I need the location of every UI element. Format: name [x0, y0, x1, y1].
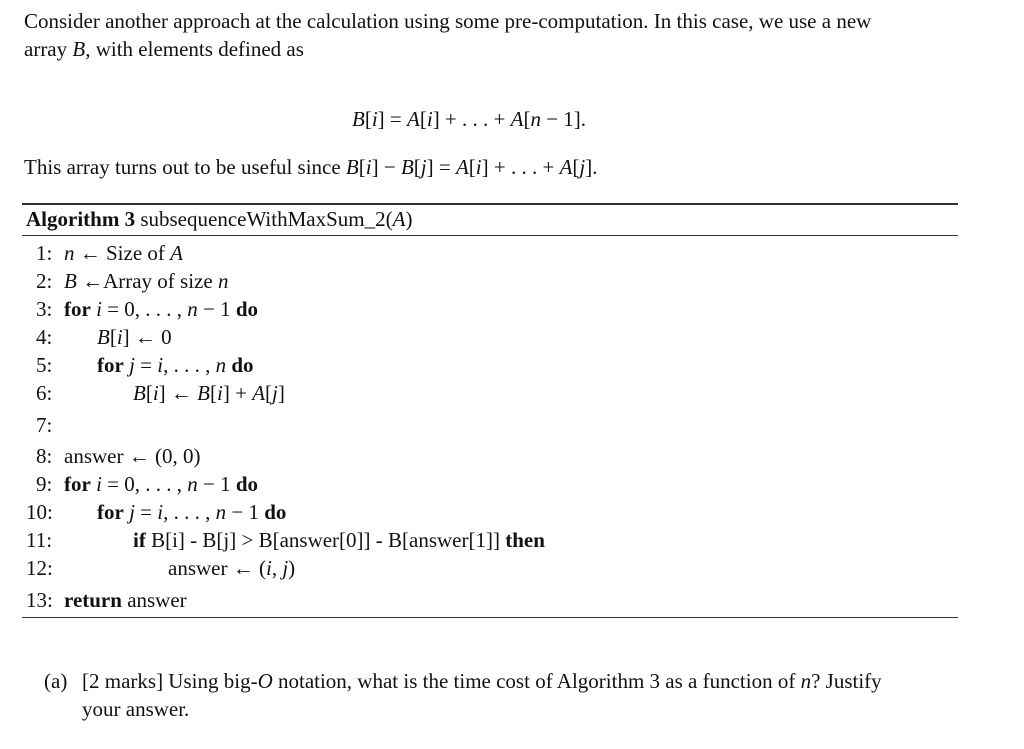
math-variable: A: [252, 381, 266, 405]
line-number: 7:: [36, 413, 53, 437]
math-variable: B: [352, 107, 365, 131]
text-segment: ] +: [222, 381, 253, 405]
text-segment: B[i] - B[j] > B[answer[0]] - B[answer[1]]: [145, 528, 506, 552]
text-segment: =: [134, 500, 158, 524]
keyword: for: [64, 472, 91, 496]
text-segment: your answer.: [82, 697, 190, 721]
text-segment: [: [364, 107, 372, 131]
text-segment: answer ← (: [168, 556, 266, 580]
keyword: then: [505, 528, 545, 552]
text-segment: ] + . . . +: [481, 155, 560, 179]
text-segment: ): [288, 556, 296, 580]
line-number: 8:: [36, 444, 53, 468]
line-number: 1:: [36, 241, 53, 265]
line-number: 6:: [36, 381, 53, 405]
math-variable: i: [365, 155, 372, 179]
algorithm-line: [64, 268, 228, 294]
text-segment: , . . . ,: [163, 353, 216, 377]
math-variable: n: [800, 669, 812, 693]
keyword: do: [235, 472, 259, 496]
math-variable: A: [510, 107, 524, 131]
math-variable: j: [272, 381, 278, 405]
question-line-2: [82, 696, 189, 722]
math-variable: j: [129, 353, 135, 377]
math-variable: j: [420, 155, 427, 179]
text-segment: − 1: [197, 472, 236, 496]
keyword: do: [231, 353, 254, 377]
keyword: if: [133, 528, 146, 552]
text-segment: ] + . . . +: [432, 107, 511, 131]
algorithm-header: [26, 206, 412, 232]
text-segment: Consider another approach at the calculation using some pre-computation. In this case, we use a new: [24, 9, 872, 33]
algorithm-line: [97, 499, 286, 525]
line-number: 3:: [36, 297, 53, 321]
math-variable: i: [152, 381, 159, 405]
math-variable: i: [217, 381, 223, 405]
algorithm-line: [64, 443, 200, 469]
text-segment: ]: [277, 381, 285, 405]
text-segment: [: [145, 381, 153, 405]
text-segment: [: [523, 107, 531, 131]
text-segment: This array turns out to be useful since: [24, 155, 346, 179]
algorithm-top-rule: [22, 203, 958, 205]
keyword: do: [235, 297, 259, 321]
text-segment: [: [265, 381, 273, 405]
math-variable: i: [116, 325, 123, 349]
algorithm-line: [64, 471, 258, 497]
math-variable: i: [157, 500, 164, 524]
question-line-1: [82, 668, 882, 694]
intro-line-2: [24, 36, 304, 62]
math-variable: B: [345, 155, 359, 179]
keyword: Algorithm 3: [26, 207, 136, 231]
algorithm-line: [133, 380, 285, 406]
algorithm-line: [64, 587, 187, 613]
text-segment: notation, what is the time cost of Algorithm 3 as a function of: [272, 669, 801, 693]
line-number: 12:: [26, 556, 53, 580]
text-segment: [: [210, 381, 217, 405]
text-segment: [: [413, 155, 421, 179]
text-segment: = 0, . . . ,: [101, 472, 188, 496]
text-segment: = 0, . . . ,: [101, 297, 188, 321]
text-segment: [: [419, 107, 427, 131]
text-segment: ← Size of: [74, 241, 171, 265]
keyword: for: [97, 500, 124, 524]
text-segment: =: [134, 353, 158, 377]
text-segment: − 1: [197, 297, 236, 321]
keyword: for: [97, 353, 124, 377]
text-segment: answer: [121, 588, 187, 612]
text-segment: [2 marks] Using big-: [82, 669, 258, 693]
math-variable: O: [257, 669, 273, 693]
math-variable: n: [215, 353, 227, 377]
text-segment: ←Array of size: [76, 269, 218, 293]
text-segment: [: [358, 155, 366, 179]
math-variable: B: [72, 37, 86, 61]
math-variable: A: [559, 155, 573, 179]
text-segment: [: [109, 325, 117, 349]
math-variable: n: [64, 241, 75, 265]
text-segment: subsequenceWithMaxSum_2(: [135, 207, 393, 231]
math-variable: A: [170, 241, 183, 265]
math-variable: i: [96, 472, 102, 496]
math-variable: B: [133, 381, 146, 405]
math-variable: A: [392, 207, 406, 231]
text-segment: ] ← 0: [122, 325, 172, 349]
math-variable: B: [97, 325, 110, 349]
intro-line-1: [24, 8, 871, 34]
math-variable: j: [282, 556, 289, 580]
math-variable: A: [407, 107, 420, 131]
question-label: (a): [44, 669, 68, 693]
math-variable: n: [215, 500, 227, 524]
keyword: do: [264, 500, 287, 524]
math-variable: i: [426, 107, 433, 131]
math-variable: n: [187, 297, 198, 321]
algorithm-line: [97, 324, 172, 350]
math-variable: B: [400, 155, 414, 179]
text-segment: ? Justify: [811, 669, 882, 693]
math-variable: B: [64, 269, 77, 293]
math-variable: n: [187, 472, 198, 496]
algorithm-line: [97, 352, 254, 378]
algorithm-line: [133, 527, 545, 553]
text-segment: ] =: [426, 155, 456, 179]
keyword: return: [64, 588, 122, 612]
text-segment: ): [405, 207, 413, 231]
math-variable: n: [530, 107, 541, 131]
math-variable: i: [475, 155, 482, 179]
text-segment: ] −: [371, 155, 401, 179]
math-variable: j: [579, 155, 586, 179]
algorithm-line: [64, 240, 183, 266]
algorithm-line: [168, 555, 295, 581]
keyword: for: [64, 297, 91, 321]
algorithm-bottom-rule: [22, 617, 958, 618]
math-variable: i: [157, 353, 164, 377]
intro-line-3: [24, 154, 597, 180]
text-segment: ].: [585, 155, 598, 179]
text-segment: − 1: [226, 500, 265, 524]
line-number: 5:: [36, 353, 53, 377]
text-segment: [: [468, 155, 476, 179]
text-segment: − 1].: [540, 107, 587, 131]
math-variable: n: [217, 269, 229, 293]
line-number: 9:: [36, 472, 53, 496]
math-variable: A: [455, 155, 469, 179]
line-number: 4:: [36, 325, 53, 349]
line-number: 11:: [26, 528, 53, 552]
math-variable: i: [371, 107, 378, 131]
text-segment: ] ←: [158, 381, 198, 405]
text-segment: , . . . ,: [163, 500, 216, 524]
math-variable: B: [197, 381, 210, 405]
text-segment: , with elements defined as: [85, 37, 304, 61]
math-variable: j: [129, 500, 135, 524]
line-number: 13:: [26, 588, 53, 612]
text-segment: ,: [271, 556, 283, 580]
definition-formula: [352, 106, 586, 132]
algorithm-line: [64, 296, 258, 322]
text-segment: ] =: [377, 107, 408, 131]
algorithm-header-rule: [22, 235, 958, 236]
line-number: 10:: [26, 500, 53, 524]
line-number: 2:: [36, 269, 53, 293]
math-variable: i: [96, 297, 102, 321]
math-variable: i: [265, 556, 272, 580]
text-segment: answer ← (0, 0): [64, 444, 201, 468]
text-segment: [: [572, 155, 580, 179]
text-segment: array: [24, 37, 73, 61]
